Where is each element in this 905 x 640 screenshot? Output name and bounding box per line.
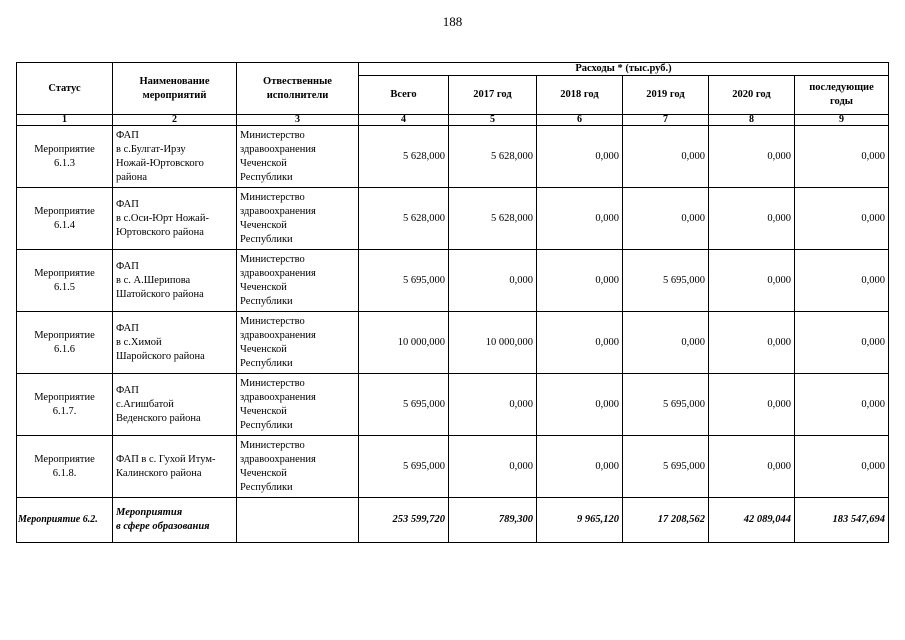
row-status-line: 6.1.3 bbox=[54, 157, 75, 169]
total-name bbox=[113, 498, 237, 543]
row-2020: 0,000 bbox=[709, 374, 795, 436]
total-sum: 253 599,720 bbox=[359, 498, 449, 543]
row-status bbox=[17, 374, 113, 436]
column-number: 8 bbox=[709, 115, 795, 126]
row-name-line: ФАП bbox=[116, 322, 139, 334]
row-2020: 0,000 bbox=[709, 312, 795, 374]
row-next-years: 0,000 bbox=[795, 126, 889, 188]
table-row bbox=[17, 436, 889, 498]
row-name-line: Шаройского района bbox=[116, 350, 205, 362]
row-executors-line: Чеченской bbox=[240, 343, 287, 355]
table-header-row bbox=[17, 63, 889, 76]
row-2019: 0,000 bbox=[623, 312, 709, 374]
table-row bbox=[17, 250, 889, 312]
row-2018: 0,000 bbox=[537, 436, 623, 498]
row-executors-line: Республики bbox=[240, 233, 293, 245]
row-status bbox=[17, 312, 113, 374]
row-executors bbox=[237, 436, 359, 498]
row-status-line: Мероприятие bbox=[34, 267, 95, 279]
header-name-line: мероприятий bbox=[142, 89, 207, 101]
row-status bbox=[17, 436, 113, 498]
row-executors bbox=[237, 250, 359, 312]
header-2019: 2019 год bbox=[623, 76, 709, 115]
row-executors-line: Министерство bbox=[240, 439, 305, 451]
row-next-years: 0,000 bbox=[795, 374, 889, 436]
row-status-line: Мероприятие bbox=[34, 329, 95, 341]
row-2019: 5 695,000 bbox=[623, 374, 709, 436]
header-executors bbox=[237, 63, 359, 115]
row-status-line: 6.1.6 bbox=[54, 343, 75, 355]
column-number: 4 bbox=[359, 115, 449, 126]
row-executors-line: Министерство bbox=[240, 253, 305, 265]
row-name-line: Шатойского района bbox=[116, 288, 204, 300]
row-executors-line: здравоохранения bbox=[240, 205, 316, 217]
row-total: 5 628,000 bbox=[359, 188, 449, 250]
column-number: 6 bbox=[537, 115, 623, 126]
row-total: 5 628,000 bbox=[359, 126, 449, 188]
row-name-line: в с. А.Шерипова bbox=[116, 274, 191, 286]
row-2018: 0,000 bbox=[537, 126, 623, 188]
total-executors bbox=[237, 498, 359, 543]
column-number: 3 bbox=[237, 115, 359, 126]
row-executors-line: Министерство bbox=[240, 191, 305, 203]
total-2020: 42 089,044 bbox=[709, 498, 795, 543]
row-executors-line: здравоохранения bbox=[240, 267, 316, 279]
row-name bbox=[113, 188, 237, 250]
row-name-line: Юртовского района bbox=[116, 226, 204, 238]
row-status-line: 6.1.7. bbox=[52, 405, 77, 417]
row-status-line: 6.1.8. bbox=[52, 467, 77, 479]
row-2017: 5 628,000 bbox=[449, 188, 537, 250]
table-row bbox=[17, 188, 889, 250]
row-2017: 5 628,000 bbox=[449, 126, 537, 188]
column-number: 7 bbox=[623, 115, 709, 126]
row-executors bbox=[237, 188, 359, 250]
row-2020: 0,000 bbox=[709, 126, 795, 188]
row-total: 10 000,000 bbox=[359, 312, 449, 374]
expenses-table bbox=[16, 62, 889, 543]
row-name-line: Ножай-Юртовского bbox=[116, 157, 204, 169]
row-name-line: в с.Булгат-Ирзу bbox=[116, 143, 186, 155]
row-next-years: 0,000 bbox=[795, 188, 889, 250]
row-executors-line: Чеченской bbox=[240, 467, 287, 479]
row-2017: 0,000 bbox=[449, 374, 537, 436]
column-number: 2 bbox=[113, 115, 237, 126]
row-executors-line: здравоохранения bbox=[240, 453, 316, 465]
row-name bbox=[113, 250, 237, 312]
row-name-line: в с.Оси-Юрт Ножай- bbox=[116, 212, 209, 224]
row-executors bbox=[237, 126, 359, 188]
total-status: Мероприятие 6.2. bbox=[17, 498, 113, 543]
header-name bbox=[113, 63, 237, 115]
header-2020: 2020 год bbox=[709, 76, 795, 115]
header-executors-line: исполнители bbox=[266, 89, 329, 101]
row-status-line: 6.1.5 bbox=[54, 281, 75, 293]
row-name-line: в с.Химой bbox=[116, 336, 162, 348]
row-name-line: района bbox=[116, 171, 148, 183]
row-status bbox=[17, 126, 113, 188]
row-2019: 0,000 bbox=[623, 188, 709, 250]
header-next-line: годы bbox=[830, 96, 853, 107]
header-next-years bbox=[795, 76, 889, 115]
row-executors-line: Министерство bbox=[240, 129, 305, 141]
row-name bbox=[113, 126, 237, 188]
row-executors-line: здравоохранения bbox=[240, 391, 316, 403]
header-expenses: Расходы * (тыс.руб.) bbox=[359, 63, 889, 76]
row-next-years: 0,000 bbox=[795, 250, 889, 312]
total-next-years: 183 547,694 bbox=[795, 498, 889, 543]
header-name-line: Наименование bbox=[139, 75, 210, 87]
row-2017: 0,000 bbox=[449, 250, 537, 312]
row-2020: 0,000 bbox=[709, 436, 795, 498]
row-executors-line: Чеченской bbox=[240, 281, 287, 293]
row-next-years: 0,000 bbox=[795, 312, 889, 374]
column-number: 1 bbox=[17, 115, 113, 126]
row-executors-line: Республики bbox=[240, 171, 293, 183]
row-total: 5 695,000 bbox=[359, 250, 449, 312]
row-name bbox=[113, 436, 237, 498]
row-2019: 0,000 bbox=[623, 126, 709, 188]
row-executors-line: Республики bbox=[240, 481, 293, 493]
header-next-line: последующие bbox=[809, 82, 874, 93]
row-name-line: ФАП bbox=[116, 260, 139, 272]
row-status bbox=[17, 188, 113, 250]
total-name-line: Мероприятия bbox=[116, 507, 183, 518]
total-2017: 789,300 bbox=[449, 498, 537, 543]
column-number: 9 bbox=[795, 115, 889, 126]
row-2018: 0,000 bbox=[537, 312, 623, 374]
row-2018: 0,000 bbox=[537, 188, 623, 250]
row-next-years: 0,000 bbox=[795, 436, 889, 498]
row-status-line: Мероприятие bbox=[34, 205, 95, 217]
total-2019: 17 208,562 bbox=[623, 498, 709, 543]
row-executors-line: Чеченской bbox=[240, 219, 287, 231]
row-executors-line: Министерство bbox=[240, 377, 305, 389]
row-executors-line: Чеченской bbox=[240, 157, 287, 169]
header-2018: 2018 год bbox=[537, 76, 623, 115]
total-row bbox=[17, 498, 889, 543]
row-executors-line: Республики bbox=[240, 295, 293, 307]
table-row bbox=[17, 374, 889, 436]
row-name-line: Калинского района bbox=[116, 467, 202, 479]
row-2020: 0,000 bbox=[709, 250, 795, 312]
row-status bbox=[17, 250, 113, 312]
table-row bbox=[17, 126, 889, 188]
row-status-line: Мероприятие bbox=[34, 143, 95, 155]
column-number: 5 bbox=[449, 115, 537, 126]
row-name-line: ФАП bbox=[116, 129, 139, 141]
row-name-line: ФАП в с. Гухой Итум- bbox=[116, 453, 216, 465]
row-executors-line: Республики bbox=[240, 357, 293, 369]
row-status-line: 6.1.4 bbox=[54, 219, 75, 231]
row-status-line: Мероприятие bbox=[34, 391, 95, 403]
total-name-line: в сфере образования bbox=[116, 521, 210, 532]
header-2017: 2017 год bbox=[449, 76, 537, 115]
row-2019: 5 695,000 bbox=[623, 250, 709, 312]
row-executors-line: Республики bbox=[240, 419, 293, 431]
row-2018: 0,000 bbox=[537, 374, 623, 436]
row-2018: 0,000 bbox=[537, 250, 623, 312]
row-name bbox=[113, 374, 237, 436]
column-number-row bbox=[17, 115, 889, 126]
row-executors bbox=[237, 312, 359, 374]
row-name bbox=[113, 312, 237, 374]
row-total: 5 695,000 bbox=[359, 436, 449, 498]
header-status: Статус bbox=[17, 63, 113, 115]
row-total: 5 695,000 bbox=[359, 374, 449, 436]
header-executors-line: Отвественные bbox=[263, 75, 332, 87]
row-name-line: с.Агишбатой bbox=[116, 398, 174, 410]
table-row bbox=[17, 312, 889, 374]
row-executors-line: здравоохранения bbox=[240, 143, 316, 155]
page-number: 188 bbox=[442, 14, 463, 29]
row-status-line: Мероприятие bbox=[34, 453, 95, 465]
header-total: Всего bbox=[359, 76, 449, 115]
row-executors-line: Министерство bbox=[240, 315, 305, 327]
row-2020: 0,000 bbox=[709, 188, 795, 250]
row-name-line: ФАП bbox=[116, 384, 139, 396]
row-2019: 5 695,000 bbox=[623, 436, 709, 498]
row-executors-line: Чеченской bbox=[240, 405, 287, 417]
row-executors-line: здравоохранения bbox=[240, 329, 316, 341]
row-2017: 10 000,000 bbox=[449, 312, 537, 374]
row-2017: 0,000 bbox=[449, 436, 537, 498]
total-2018: 9 965,120 bbox=[537, 498, 623, 543]
row-name-line: ФАП bbox=[116, 198, 139, 210]
row-name-line: Веденского района bbox=[116, 412, 201, 424]
row-executors bbox=[237, 374, 359, 436]
